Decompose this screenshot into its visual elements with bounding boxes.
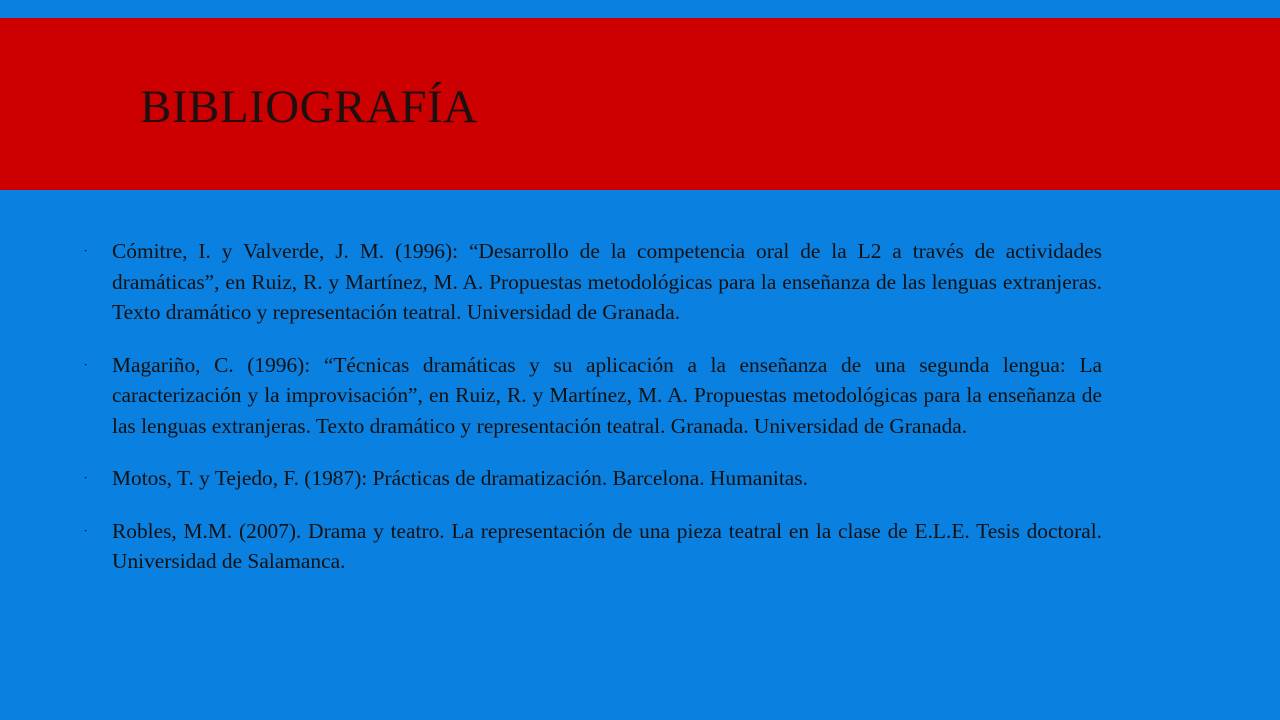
reference-item: [84, 350, 1102, 442]
reference-text: Magariño, C. (1996): “Técnicas dramáticas y su aplicación a la enseñanza de una segunda lengua: La caracterización y la improvisación”, en Ruiz, R. y Martínez, M. A. Propuestas metodológicas para la enseñanza de las lenguas extranjeras. Texto dramático y representación teatral. Granada. Universidad de Granada.: [112, 352, 1102, 438]
bibliography-list: [84, 236, 1102, 599]
slide-title: BIBLIOGRAFÍA: [140, 81, 478, 133]
reference-text: Robles, M.M. (2007). Drama y teatro. La representación de una pieza teatral en la clase de E.L.E. Tesis doctoral. Universidad de Salamanca.: [112, 518, 1102, 573]
bullet-icon: ∙: [84, 243, 88, 258]
bullet-icon: ∙: [84, 356, 88, 372]
reference-text: Motos, T. y Tejedo, F. (1987): Prácticas de dramatización. Barcelona. Humanitas.: [112, 466, 808, 490]
reference-text: Cómitre, I. y Valverde, J. M. (1996): “Desarrollo de la competencia oral de la L2 a través de actividades dramáticas”, en Ruiz, R. y Martínez, M. A. Propuestas metodológicas para la enseñanza de las lenguas extranjeras. Texto dramático y representación teatral. Universidad de Granada.: [112, 239, 1102, 324]
reference-item: [84, 463, 1102, 494]
bullet-icon: ∙: [84, 522, 88, 538]
bullet-icon: ∙: [84, 470, 88, 485]
title-band: [0, 18, 1280, 190]
reference-item: [84, 516, 1102, 577]
reference-item: [84, 236, 1102, 328]
